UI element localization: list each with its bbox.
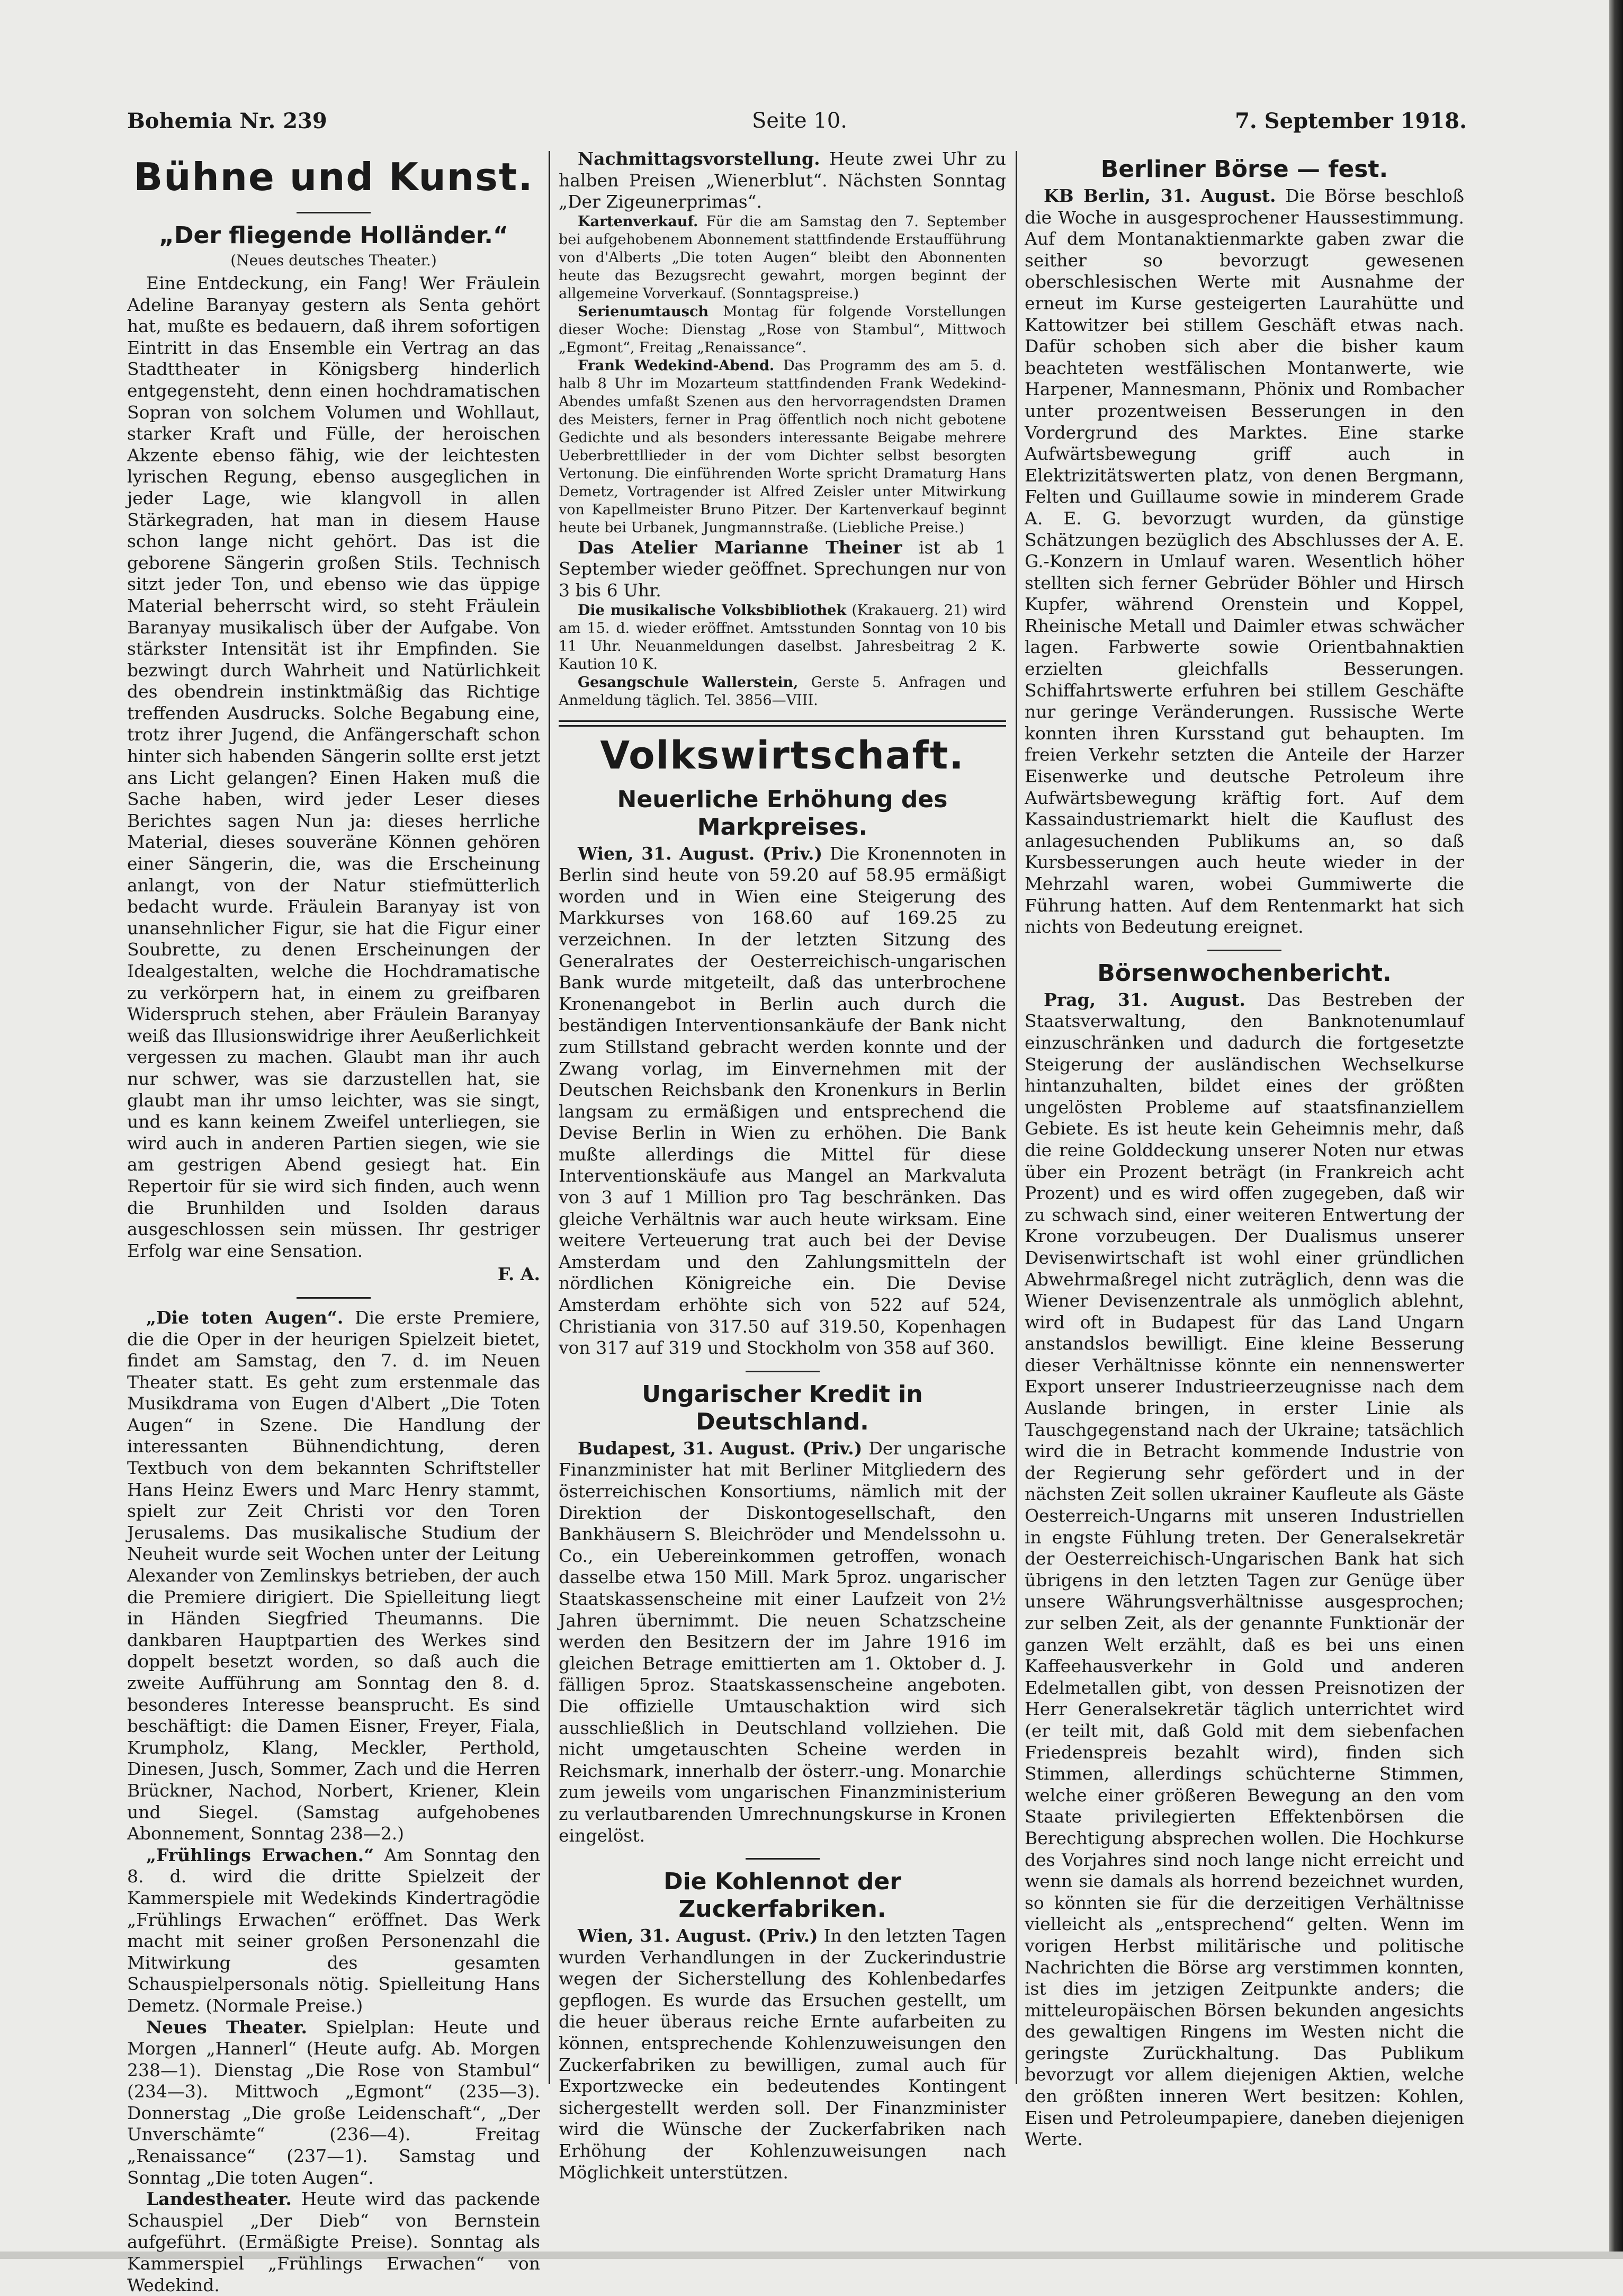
dateline: KB Berlin, 31. August. <box>1044 185 1276 206</box>
notice-body: Heute zwei Uhr zu halben Preisen „Wienerblut“. Nächsten Sonntag „Der Zigeunerprimas“. <box>559 148 1006 212</box>
scan-edge <box>1609 0 1623 2259</box>
article-signature: F. A. <box>497 1264 540 1285</box>
article-title: Neuerliche Erhöhung des Markpreises. <box>617 785 948 841</box>
notice-lead: Kartenverkauf. <box>578 213 698 230</box>
article-text: Die Börse beschloß die Woche in ausgesprochener Haussestimmung. Auf dem Montanaktienmarkte gaben zwar die seither so bevorzugt gewesenen oberschlesischen Werte mit Ausnahme der erneut im Kurse gesteigerten Laurahütte und Kattowitzer bei stillem Geschäft etwas nach. Dafür schoben sich aber die bisher kaum beachteten westfälischen Montanwerte, wie Harpener, Mannesmann, Phönix und Rombacher unter prozentweisen Besserungen in den Vordergrund des Marktes. Eine starke Aufwärtsbewegung griff auch in Elektrizitätswerten platz, von denen Bergmann, Felten und Guillaume sowie in minderem Grade A. E. G. bevorzugt wurden, da günstige Schätzungen bezüglich des Abschlusses der A. E. G.-Konzern in Umlauf waren. Wesentlich höher stellten sich ferner Gebrüder Böhler und Hirsch Kupfer, während Orenstein und Koppel, Rheinische Metall und Daimler etwas schwächer lagen. Farbwerte sowie Orientbahnaktien erzielten gleichfalls Besserungen. Schiffahrtswerte erfuhren bei stillem Geschäfte nur geringe Veränderungen. Russische Werte konnten ihren Kursstand gut behaupten. Im freien Verkehr setzten die Anteile der Harzer Eisenwerke und deutsche Petroleum ihre Aufwärtsbewegung kräftig fort. Auf dem Kassaindustriemarkt hielt die Kauflust des anlagesuchenden Publikums an, so daß Kursbesserungen auch heute wieder in der Mehrzahl waren, wobei Gummiwerte die Führung hatten. Auf dem Rentenmarkt hat sich nichts von Bedeutung ereignet. <box>1025 185 1464 937</box>
notice-lead: Frank Wedekind-Abend. <box>578 357 775 374</box>
article-body <box>559 1438 1006 1846</box>
article-text: Das Bestreben der Staatsverwaltung, den Banknotenumlauf einzuschränken und dadurch die fortgesetzte Steigerung der ausländischen Wechselkurse hintanzuhalten, bildet eines der größten ungelösten Probleme auf staatsfinanziellem Gebiete. Es ist heute kein Geheimnis mehr, daß die reine Golddeckung unserer Noten nur etwas über ein Prozent beträgt (in Frankreich acht Prozent) und es wird offen zugegeben, daß wir zu schwach sind, einer weiteren Entwertung der Krone vorzubeugen. Der Dualismus unserer Devisenwirtschaft ist wohl einer gründlichen Abwehrmaßregel nicht zuträglich, denn was die Wiener Devisenzentrale als unmöglich ablehnt, wird oft in Budapest für das Land Ungarn anstandslos bewilligt. Eine kleine Besserung dieser Verhältnisse könnte ein nennenswerter Export unserer Industrieerzeugnisse nach dem Auslande bringen, in erster Linie als Tauschgegenstand nach der Ukraine; tatsächlich wird die in Betracht kommende Industrie von der Regierung sehr gefördert und in der nächsten Zeit sollen ukrainer Kaufleute als Gäste Oesterreich-Ungarns mit unseren Industriellen in engste Fühlung treten. Der Generalsekretär der Oesterreichisch-Ungarischen Bank hat sich übrigens in den letzten Tagen zur Genüge über unsere Währungsverhältnisse ausgesprochen; zur selben Zeit, als der genannte Funktionär der ganzen Welt erzählt, daß es bei uns einen Kaffeehausverkehr in Gold und anderen Edelmetallen gibt, von dessen Preisnotizen der Herr Generalsekretär täglich unterrichtet wird (er teilt mit, daß Gold mit dem siebenfachen Friedenspreis bezahlt wird), finden sich Stimmen, allerdings schüchterne Stimmen, welche einer größeren Bewegung an den vom Staate privilegierten Effektenbörsen die Berechtigung absprechen wollen. Die Hochkurse des Vorjahres sind noch lange nicht erreicht und wenn sie damals als horrend bezeichnet wurden, so könnten sie für die derzeitigen Verhältnisse vielleicht als „entsprechend“ gelten. Wenn im vorigen Herbst militärische und politische Nachrichten die Börse arg verstimmen konnten, ist dies im jetzigen Zeitpunkte anders; die mitteleuropäischen Börsen bekunden angesichts des gewaltigen Ringens im Westen nicht die geringste Zurückhaltung. Das Publikum bevorzugt vor allem diejenigen Aktien, welche den größten inneren Wert besitzen: Kohlen, Eisen und Petroleumpapiere, daneben diejenigen Werte. <box>1025 989 1465 2150</box>
section-title: Volkswirtschaft. <box>600 732 965 778</box>
article-body <box>1025 185 1464 938</box>
article-title: „Der fliegende Holländer.“ <box>159 222 508 249</box>
notice <box>559 148 1006 213</box>
notice-lead: „Frühlings Erwachen.“ <box>146 1844 374 1865</box>
column-rule <box>1016 151 1017 2084</box>
notice-lead: „Die toten Augen“. <box>146 1307 344 1328</box>
notice-body: Für die am Samstag den 7. September bei aufgehobenem Abonnement stattfindende Erstaufführung von d'Alberts „Die toten Augen“ bleibt den Abonnenten heute das Bezugsrecht gewahrt, morgen beginnt der allgemeine Vorverkauf. (Sonntagspreise.) <box>559 213 1006 302</box>
article-title: Börsenwochenbericht. <box>1097 959 1392 987</box>
notice <box>559 674 1006 710</box>
separator <box>746 1371 820 1372</box>
article-text: In den letzten Tagen wurden Verhandlungen in der Zuckerindustrie wegen der Sicherstellung des Kohlenbedarfes gepflogen. Es wurde das Ersuchen gestellt, um die heuer überaus reiche Ernte aufarbeiten zu können, entsprechende Kohlenzuweisungen den Zuckerfabriken zu bewilligen, zumal auch für Exportzwecke ein bedeutendes Kontingent sichergestellt werden soll. Der Finanzminister wird die Wünsche der Zuckerfabriken nach Erhöhung der Kohlenzuweisungen nach Möglichkeit unterstützen. <box>559 1925 1006 2183</box>
notice-body: (Krakauerg. 21) wird am 15. d. wieder eröffnet. Amtsstunden Sonntag von 10 bis 11 Uhr. Neuanmeldungen daselbst. Jahresbeitrag 2 K. Kaution 10 K. <box>559 602 1006 673</box>
notice-lead: Die musikalische Volksbibliothek <box>578 602 847 619</box>
dateline: Budapest, 31. August. (Priv.) <box>578 1437 863 1459</box>
notice-body: Das Programm des am 5. d. halb 8 Uhr im Mozarteum stattfindenden Frank Wedekind-Abendes umfaßt Szenen aus den hervorragendsten Dramen des Meisters, ferner in Prag öffentlich noch nicht gebotene Gedichte und als besonders interessante Beigabe mehrere Ueberbrettllieder in der vom Dichter selbst besorgten Vertonung. Die einführenden Worte spricht Dramaturg Hans Demetz, Vortragender ist Alfred Zeisler unter Mitwirkung von Kapellmeister Bruno Pitzer. Der Kartenverkauf beginnt heute bei Urbanek, Jungmannstraße. (Liebliche Preise.) <box>559 357 1007 536</box>
separator <box>297 1297 371 1299</box>
article-subtitle: (Neues deutsches Theater.) <box>230 252 437 269</box>
notice <box>127 1845 540 2017</box>
separator <box>297 212 371 213</box>
article-title: Berliner Börse — fest. <box>1100 156 1388 183</box>
notice-body: ist ab 1 September wieder geöffnet. Sprechungen nur von 3 bis 6 Uhr. <box>559 537 1006 601</box>
notice-body: Am Sonntag den 8. d. wird die dritte Spielzeit der Kammerspiele mit Wedekinds Kindertragödie „Frühlings Erwachen“ eröffnet. Das Werk macht mit seiner großen Personenzahl die Mitwirkung des gesamten Schauspielpersonals nötig. Spielleitung Hans Demetz. (Normale Preise.) <box>127 1844 540 2016</box>
notice-body: Heute wird das packende Schauspiel „Der Dieb“ von Bernstein aufgeführt. (Ermäßigte Preise). Sonntag als Kammerspiel „Frühlings Erwachen“ von Wedekind. <box>127 2188 540 2295</box>
dateline: Wien, 31. August. (Priv.) <box>578 843 823 864</box>
issue-date: 7. September 1918. <box>1235 109 1467 133</box>
article-text: Die Kronennoten in Berlin sind heute von 59.20 auf 58.95 ermäßigt worden und in Wien eine Steigerung des Markkurses von 168.60 auf 169.25 zu verzeichnen. In der letzten Sitzung des Generalrates der Oesterreichisch-ungarischen Bank wurde mitgeteilt, daß das unterbrochene Kronenangebot in Berlin auch durch die beständigen Interventionsankäufe der Bank nicht zum Stillstand gebracht werden konnte und der Zwang vorlag, im Einvernehmen mit der Deutschen Reichsbank den Kronenkurs in Berlin langsam zu ermäßigen und entsprechend die Devise Berlin in Wien zu erhöhen. Die Bank mußte allerdings die Mittel für diese Interventionskäufe aus Mangel an Markvaluta von 3 auf 1 Million pro Tag beschränken. Das gleiche Verhältnis war auch heute wirksam. Eine weitere Verteuerung trat auch bei der Devise Amsterdam und den Zahlungsmitteln der nördlichen Königreiche ein. Die Devise Amsterdam erhöhte sich von 522 auf 524, Christiania von 317.50 auf 319.50, Kopenhagen von 317 auf 319 und Stockholm von 358 auf 360. <box>559 843 1007 1359</box>
column-volkswirtschaft <box>559 148 1007 2183</box>
notice-body: Montag für folgende Vorstellungen dieser Woche: Dienstag „Rose von Stambul“, Mittwoch „Egmont“, Freitag „Renaissance“. <box>559 303 1006 356</box>
notice <box>559 537 1006 602</box>
notice <box>559 357 1006 537</box>
article-body <box>559 1925 1006 2183</box>
notice-lead: Nachmittagsvorstellung. <box>578 148 820 169</box>
notice-body: Die erste Premiere, die die Oper in der heurigen Spielzeit bietet, findet am Samstag, den 7. d. im Neuen Theater statt. Es geht zum erstenmale das Musikdrama von Eugen d'Albert „Die Toten Augen“ in Szene. Die Handlung der interessanten Bühnendichtung, deren Textbuch von dem bekannten Schriftsteller Hans Heinz Ewers und Marc Henry stammt, spielt zur Zeit Christi vor den Toren Jerusalems. Das musikalische Studium der Neuheit wurde seit Wochen unter der Leitung Alexander von Zemlinskys betrieben, der auch die Premiere dirigiert. Die Spielleitung liegt in Händen Siegfried Theumanns. Die dankbaren Hauptpartien des Werkes sind doppelt besetzt worden, so daß auch die zweite Aufführung am Sonntag den 8. d. besonderes Interesse beansprucht. Es sind beschäftigt: die Damen Eisner, Freyer, Fiala, Krumpholz, Klang, Meckler, Perthold, Dinesen, Jusch, Sommer, Zach und die Herren Brückner, Nachod, Norbert, Kriener, Klein und Siegel. (Samstag aufgehobenes Abonnement, Sonntag 238—2.) <box>127 1307 540 1844</box>
column-boerse <box>1025 148 1465 2150</box>
notice <box>559 213 1006 303</box>
separator <box>746 1858 820 1860</box>
notice-lead: Das Atelier Marianne Theiner <box>578 537 902 558</box>
article-text: Der ungarische Finanzminister hat mit Berliner Mitgliedern des österreichischen Konsortiums, nämlich mit der Direktion der Diskontogesellschaft, den Bankhäusern S. Bleichröder und Mendelssohn u. Co., ein Uebereinkommen getroffen, wonach dasselbe etwa 150 Mill. Mark 5proz. ungarischer Staatskassenscheine mit einer Laufzeit von 2½ Jahren übernimmt. Die neuen Schatzscheine werden den Besitzern der im Jahre 1916 im gleichen Betrage emittierten am 1. Oktober d. J. fälligen 5proz. Staatskassenscheine angeboten. Die offizielle Umtauschaktion wird sich ausschließlich in Deutschland vollziehen. Die nicht umgetauschten Scheine werden in Reichsmark, innerhalb der österr.-ung. Monarchie zum jeweils vom ungarischen Finanzministerium zu verlautbarenden Umrechnungskurse in Kronen eingelöst. <box>559 1437 1006 1846</box>
article-title: Die Kohlennot der Zuckerfabriken. <box>663 1868 901 1923</box>
article-body <box>559 843 1006 1359</box>
notice-lead: Gesangschule Wallerstein, <box>578 674 799 691</box>
notice <box>127 1307 540 1845</box>
article-body: Eine Entdeckung, ein Fang! Wer Fräulein Adeline Baranyay gestern als Senta gehört hat, mußte es bedauern, daß ihrem sofortigen Eintritt in das Ensemble ein Vertrag an das Stadttheater in Königsberg hinderlich entgegensteht, denn einen hochdramatischen Sopran von solchem Volumen und Wohllaut, starker Kraft und Fülle, der heroischen Akzente ebenso fähig, wie der leichtesten lyrischen Regung, ebenso ausgeglichen in jeder Lage, wie klangvoll in allen Stärkegraden, hat man in diesem Hause schon lange nicht gehört. Das ist die geborene Sängerin großen Stils. Technisch sitzt jeder Ton, und ebenso wie das üppige Material beherrscht wird, so steht Fräulein Baranyay musikalisch über der Aufgabe. Von stärkster Intensität ist ihr Empfinden. Sie bezwingt durch Wahrheit und Natürlichkeit des obendrein instinktmäßig das Richtige treffenden Ausdrucks. Solche Begabung eine, trotz ihrer Jugend, die Anfängerschaft schon hinter sich habenden Sängerin sollte erst jetzt ans Licht gelangen? Einen Haken muß die Sache haben, wird jeder Leser dieses Berichtes sagen Nun ja: dieses herrliche Material, dieses souveräne Können gehören einer Sängerin, die, was die Erscheinung anlangt, von der Natur stiefmütterlich bedacht wurde. Fräulein Baranyay ist von unansehnlicher Figur, sie hat die Figur einer Soubrette, zu denen Erscheinungen der Idealgestalten, welche die Hochdramatische zu verkörpern hat, in einem zu greifbaren Widerspruch stehen, aber Fräulein Baranyay weiß das Illusionswidrige ihrer Aeußerlichkeit vergessen zu machen. Glaubt man ihr auch nur schwer, was sie darzustellen hat, sie glaubt man ihr umso leichter, was sie singt, und es kann keinem Zweifel unterliegen, sie wird auch in anderen Partien siegen, wie sie am gestrigen Abend gesiegt hat. Ein Repertoir für sie wird sich finden, auch wenn die Brunhilden und Isolden daraus ausgeschlossen sein müssen. Ihr gestriger Erfolg war eine Sensation. <box>127 273 540 1261</box>
notice <box>559 303 1006 357</box>
dateline: Prag, 31. August. <box>1044 989 1246 1010</box>
column-rule <box>549 151 550 2084</box>
page-header <box>127 109 1467 140</box>
separator <box>1207 950 1281 951</box>
notice <box>559 602 1006 674</box>
dateline: Wien, 31. August. (Priv.) <box>578 1925 818 1946</box>
issue-number: Bohemia Nr. 239 <box>127 109 327 133</box>
notice <box>127 2017 540 2189</box>
section-title: Bühne und Kunst. <box>133 155 534 199</box>
notice-lead: Serienumtausch <box>578 303 709 320</box>
page-number: Seite 10. <box>752 109 847 133</box>
article-title: Ungarischer Kredit in Deutschland. <box>642 1380 923 1435</box>
notice-lead: Landestheater. <box>146 2188 292 2210</box>
notice-lead: Neues Theater. <box>146 2016 308 2038</box>
column-buehne-und-kunst <box>127 148 540 2295</box>
notice-body: Spielplan: Heute und Morgen „Hannerl“ (Heute aufg. Ab. Morgen 238—1). Dienstag „Die Rose von Stambul“ (234—3). Mittwoch „Egmont“ (235—3). Donnerstag „Die große Leidenschaft“, „Der Unverschämte“ (236—4). Freitag „Renaissance“ (237—1). Samstag und Sonntag „Die toten Augen“. <box>127 2016 540 2188</box>
notice-body: Gerste 5. Anfragen und Anmeldung täglich. Tel. 3856—VIII. <box>559 674 1007 709</box>
article-body <box>1025 989 1464 2150</box>
section-separator <box>559 720 1006 727</box>
notice <box>127 2188 540 2296</box>
